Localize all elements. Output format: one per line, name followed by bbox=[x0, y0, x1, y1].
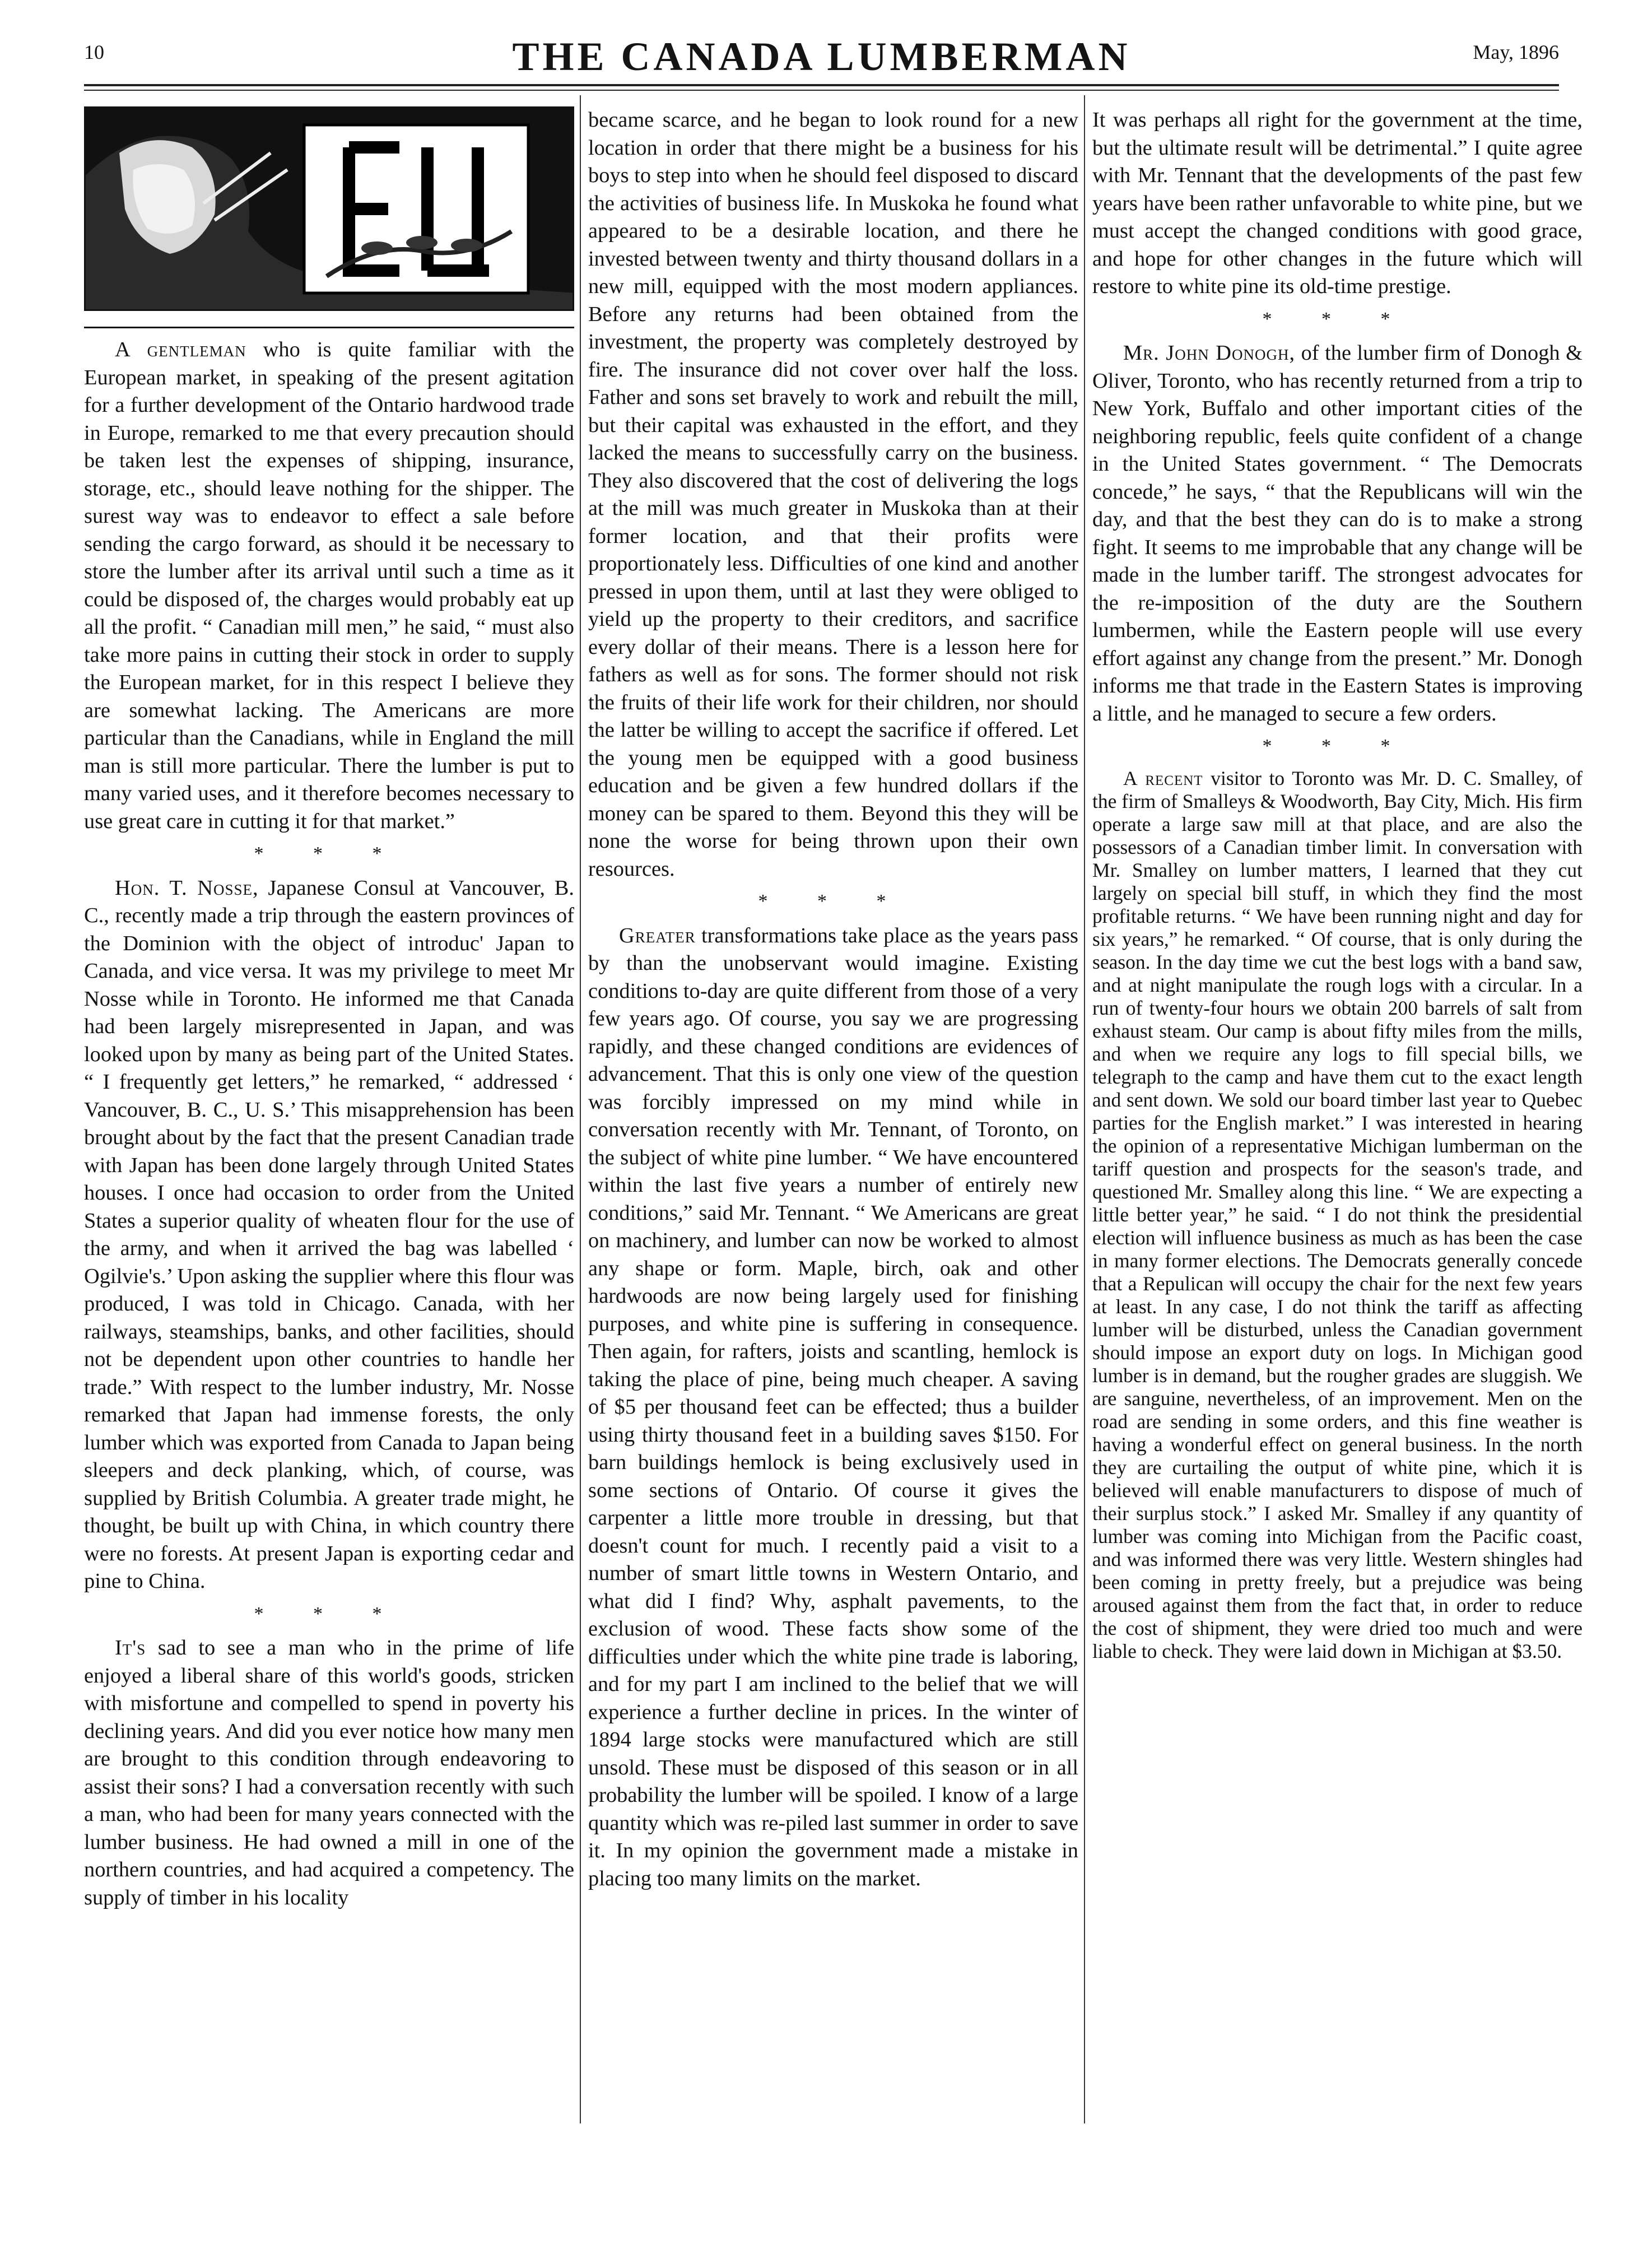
paragraph: A gentleman who is quite familiar with the European market, in speaking of the present agitation for a further development of the Ontario hardwood trade in Europe, remarked to me that every precaution should be taken lest the expenses of shipping, insurance, storage, etc., should leave nothing for the shipper. The surest way was to endeavor to effect a sale before sending the cargo forward, as should it be necessary to store the lumber after its arrival until such a time as it could be disposed of, the charges would probably eat up all the profit. “ Canadian mill men,” he said, “ must also take more pains in cutting their stock in order to supply the European market, for in this respect I believe they are somewhat lacking. The Americans are more particular than the Canadians, while in England the mill man is still more particular. There the lumber is put to many varied uses, and it therefore becomes necessary to use great care in cutting it for that market.” bbox=[84, 338, 574, 833]
illustration-rule bbox=[84, 327, 574, 328]
page-header bbox=[84, 34, 1559, 84]
issue-date: May, 1896 bbox=[1473, 41, 1559, 63]
masthead-title: THE CANADA LUMBERMAN bbox=[512, 34, 1131, 79]
section-separator: * * * bbox=[758, 891, 909, 912]
column-1 bbox=[84, 106, 574, 1916]
section-separator: * * * bbox=[254, 843, 404, 864]
paragraph: Greater transformations take place as the years pass by than the unobservant would imagine. Existing conditions to-day are quite different from those of a very few years ago. Of course, you say we are progressing rapidly, and these changed conditions are evidences of advancement. That this is only one view of the question was forcibly impressed on my mind while in conversation recently with Mr. Tennant, of Toronto, on the subject of white pine lumber. “ We have encountered within the last five years a number of entirely new conditions,” said Mr. Tennant. “ We Americans are great on machinery, and lumber can now be worked to almost any shape or form. Maple, birch, oak and other hardwoods are now being largely used for finishing purposes, and white pine is suffering in consequence. Then again, for rafters, joists and scantling, hemlock is taking the place of pine, being much cheaper. A saving of $5 per thousand feet can be effected; thus a builder using thirty thousand feet in a building saves $150. For barn buildings hemlock is being exclusively used in some sections of Ontario. Of course it gives the carpenter a little more trouble in dressing, but that doesn't count for much. I recently paid a visit to a number of smart little towns in Western Ontario, and what did I find? Why, asphalt pavements, to the exclusion of wood. These facts show some of the difficulties under which the white pine trade is laboring, and for my part I am inclined to the belief that we will experience a further decline in prices. In the winter of 1894 large stocks were manufactured which are still unsold. These must be disposed of this season or in all probability the lumber will be spoiled. I know of a large quantity which was re-piled last summer in order to save it. In my opinion the government made a mistake in placing too many limits on the market. bbox=[588, 923, 1078, 1890]
section-separator: * * * bbox=[254, 1603, 404, 1624]
header-rule-thin bbox=[84, 90, 1559, 91]
paragraph: became scarce, and he began to look round for a new location in order that there might be a business for his boys to step into when he should feel disposed to discard the activities of business life. In Muskoka he found what appeared to be a desirable location, and there he invested between twenty and thirty thousand dollars in a new mill, equipped with the most modern appliances. Before any returns had been obtained from the investment, the property was completely destroyed by fire. The insurance did not cover over half the loss. Father and sons set bravely to work and rebuilt the mill, but their capital was exhausted in the effort, and they lacked the means to successfully carry on the business. They also discovered that the cost of delivering the logs at the mill was much greater in Muskoka than at their former location, and that their profits were proportionately less. Difficulties of one kind and another pressed in upon them, until at last they were obliged to yield up the property to their creditors, and sacrifice every dollar of their means. There is a lesson here for fathers as well as for sons. The former should not risk the fruits of their life work for their children, nor should the latter be willing to accept the sacrifice if offered. Let the young men be equipped with a good business education and be given a few hundred dollars if the money can be spared to them. Beyond this they will be none the worse for being thrown upon their own resources. bbox=[588, 108, 1078, 881]
column-divider bbox=[1084, 95, 1085, 2123]
paragraph: A recent visitor to Toronto was Mr. D. C. Smalley, of the firm of Smalleys & Woodworth, Bay City, Mich. His firm operate a large saw mill at that place, and are also the possessors of a Canadian timber limit. In conversation with Mr. Smalley on lumber matters, I learned that they cut largely on special bill stuff, in which they find the most profitable returns. “ We have been running night and day for six years,” he remarked. “ Of course, that is only during the season. In the day time we cut the best logs with a band saw, and at night manipulate the rough logs with a circular. In a run of twenty-four hours we obtain 200 barrels of salt from exhaust steam. Our camp is about fifty miles from the mills, and when we require any logs to fill special bills, we telegraph to the camp and have them cut to the exact length and sent down. We sold our board timber last year to Quebec parties for the English market.” I was interested in hearing the opinion of a representative Michigan lumberman on the tariff question and prospects for the season's trade, and questioned Mr. Smalley along this line. “ We are expecting a little better year,” he said. “ I do not think the presidential election will influence business as much as has been the case in many former elections. The Democrats generally concede that a Repulican will occupy the chair for the next few years at least. In any case, I do not think the tariff as affecting lumber will be disturbed, unless the Canadian government should impose an export duty on logs. In Michigan good lumber is in demand, but the rougher grades are sluggish. We are sanguine, nevertheless, of an improvement. Men on the road are sending in some orders, and this fine weather is having a wonderful effect on general business. In the north they are curtailing the output of white pine, which it is believed will enable manufacturers to dispose of much of their surplus stock.” I asked Mr. Smalley if any quantity of lumber was coming into Michigan from the Pacific coast, and was informed there was very little. Western shingles had been coming in pretty freely, but a prejudice was being aroused against them from the fact that, in order to reduce the cost of shipment, they were dried too much and were liable to check. They were laid down in Michigan at $3.50. bbox=[1092, 766, 1583, 1662]
column-3 bbox=[1092, 106, 1583, 1667]
decorative-initial-illustration bbox=[84, 106, 574, 311]
section-separator: * * * bbox=[1262, 308, 1413, 329]
paragraph: It was perhaps all right for the government at the time, but the ultimate result will be detrimental.” I quite agree with Mr. Tennant that the developments of the past few years have been rather unfavorable to white pine, but we must accept the changed conditions with good grace, and hope for other changes in the future which will restore to white pine its old-time prestige. bbox=[1092, 108, 1583, 298]
page-number: 10 bbox=[84, 41, 104, 63]
section-separator: * * * bbox=[1262, 736, 1413, 756]
engraving-figure-icon bbox=[86, 108, 574, 311]
paragraph: It's sad to see a man who in the prime of life enjoyed a liberal share of this world's goods, stricken with misfortune and compelled to spend in poverty his declining years. And did you ever notice how many men are brought to this condition through endeavoring to assist their sons? I had a conversation recently with such a man, who had been for many years connected with the lumber business. He had owned a mill in one of the northern countries, and had acquired a competency. The supply of timber in his locality bbox=[84, 1636, 574, 1909]
column-2 bbox=[588, 106, 1078, 1897]
column-divider bbox=[580, 95, 581, 2123]
header-rule bbox=[84, 84, 1559, 86]
paragraph: Hon. T. Nosse, Japanese Consul at Vancouver, B. C., recently made a trip through the eastern provinces of the Dominion with the object of introduc' Japan to Canada, and vice versa. It was my privilege to meet Mr Nosse while in Toronto. He informed me that Canada had been largely misrepresented in Japan, and was looked upon by many as being part of the United States. “ I frequently get letters,” he remarked, “ addressed ‘ Vancouver, B. C., U. S.’ This misapprehension has been brought about by the fact that the present Canadian trade with Japan has been done largely through United States houses. I once had occasion to order from the United States a superior quality of wheaten flour for the use of the army, and when it arrived the bag was labelled ‘ Ogilvie's.’ Upon asking the supplier where this flour was produced, I was told in Chicago. Canada, with her railways, steamships, banks, and other facilities, should not be dependent upon other countries to handle her trade.” With respect to the lumber industry, Mr. Nosse remarked that Japan had immense forests, the only lumber which was exported from Canada to Japan being sleepers and deck planking, which, of course, was supplied by British Columbia. A greater trade might, he thought, be built up with China, in which country there were no forests. At present Japan is exporting cedar and pine to China. bbox=[84, 876, 574, 1593]
paragraph: Mr. John Donogh, of the lumber firm of Donogh & Oliver, Toronto, who has recently returned from a trip to New York, Buffalo and other important cities of the neighboring republic, feels quite confident of a change in the United States government. “ The Democrats concede,” he says, “ that the Republicans will win the day, and that the best they can do is to make a strong fight. It seems to me improbable that any change will be made in the lumber tariff. The strongest advocates for the re-imposition of the duty are the Southern lumbermen, while the Eastern people will use every effort against any change from the present.” Mr. Donogh informs me that trade in the Eastern States is improving a little, and he managed to secure a few orders. bbox=[1092, 341, 1583, 726]
